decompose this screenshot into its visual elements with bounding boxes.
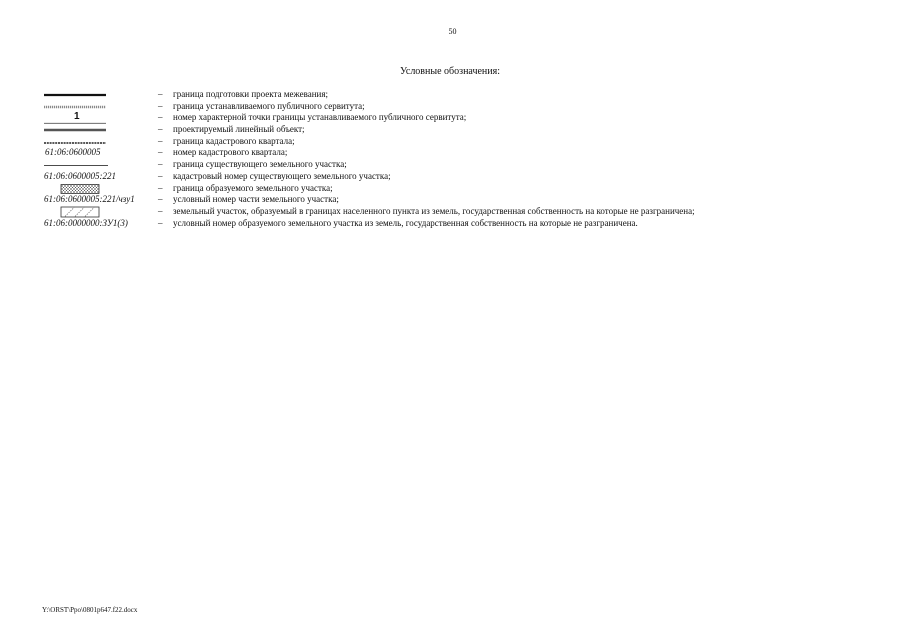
legend-symbol bbox=[40, 136, 160, 148]
legend-item bbox=[40, 112, 890, 124]
legend-description: граница кадастрового квартала; bbox=[173, 135, 295, 146]
legend-description: граница существующего земельного участка; bbox=[173, 159, 347, 170]
parcel-part-code: 61:06:0600005:221/чзу1 bbox=[44, 194, 135, 205]
point-number-label: 1 bbox=[74, 111, 80, 123]
dashed-black-line-icon bbox=[44, 136, 108, 148]
legend-symbol bbox=[40, 89, 160, 101]
legend-symbol bbox=[40, 194, 160, 206]
legend-item bbox=[40, 101, 890, 113]
legend-description: номер кадастрового квартала; bbox=[173, 147, 288, 158]
diagonal-hatch-rect-icon bbox=[44, 206, 108, 218]
legend-description: граница устанавливаемого публичного сервитута; bbox=[173, 100, 365, 111]
legend-dash: – bbox=[158, 89, 163, 99]
legend-item bbox=[40, 218, 890, 230]
footer-file-path: Y:\ORST\Ppo\0801p647.f22.docx bbox=[42, 606, 138, 614]
legend-item bbox=[40, 124, 890, 136]
cadastral-parcel-code: 61:06:0600005:221 bbox=[44, 170, 116, 181]
page-number: 50 bbox=[448, 27, 457, 36]
legend-item bbox=[40, 136, 890, 148]
legend-symbol bbox=[40, 147, 160, 159]
legend-dash: – bbox=[158, 159, 163, 170]
legend-dash: – bbox=[158, 124, 163, 135]
legend-symbol bbox=[40, 124, 160, 136]
legend-item bbox=[40, 206, 890, 218]
legend-description: земельный участок, образуемый в границах населенного пункта из земель, государственная собственность на которые не разграничена; bbox=[173, 205, 695, 216]
legend-dash: – bbox=[158, 147, 163, 158]
legend-dash: – bbox=[158, 170, 163, 181]
legend-symbol bbox=[40, 159, 160, 171]
thin-black-line-icon bbox=[44, 159, 154, 171]
legend-item bbox=[40, 89, 890, 101]
legend-description: граница подготовки проекта межевания; bbox=[173, 89, 329, 99]
legend-dash: – bbox=[158, 182, 163, 193]
legend-dash: – bbox=[158, 217, 163, 228]
thick-gray-line-icon bbox=[44, 124, 108, 136]
crosshatch-rect-icon bbox=[44, 183, 108, 195]
legend-description: условный номер части земельного участка; bbox=[173, 194, 339, 205]
legend-item bbox=[40, 183, 890, 195]
legend-dash: – bbox=[158, 205, 163, 216]
cadastral-quarter-code: 61:06:0600005 bbox=[45, 147, 101, 158]
legend-item bbox=[40, 159, 890, 171]
legend-dash: – bbox=[158, 135, 163, 146]
legend-description: номер характерной точки границы устанавливаемого публичного сервитута; bbox=[173, 112, 467, 123]
thick-black-line-icon bbox=[44, 89, 108, 101]
legend-list bbox=[40, 89, 890, 229]
legend-item bbox=[40, 194, 890, 206]
legend-symbol bbox=[40, 183, 160, 195]
legend-description: кадастровый номер существующего земельного участка; bbox=[173, 170, 391, 181]
legend-symbol bbox=[40, 112, 160, 124]
legend-symbol bbox=[40, 171, 160, 183]
new-parcel-code: 61:06:0000000:ЗУ1(3) bbox=[44, 217, 128, 228]
legend-title: Условные обозначения: bbox=[400, 66, 501, 77]
legend-description: условный номер образуемого земельного участка из земель, государственная собственность на которые не разграничена. bbox=[173, 217, 638, 228]
legend-item bbox=[40, 171, 890, 183]
legend-dash: – bbox=[158, 100, 163, 111]
legend-item bbox=[40, 147, 890, 159]
legend-dash: – bbox=[158, 194, 163, 205]
legend-description: граница образуемого земельного участка; bbox=[173, 182, 333, 193]
legend-description: проектируемый линейный объект; bbox=[173, 124, 305, 135]
legend-symbol bbox=[40, 101, 160, 113]
legend-dash: – bbox=[158, 112, 163, 123]
legend-symbol bbox=[40, 218, 160, 230]
legend-symbol bbox=[40, 206, 160, 218]
